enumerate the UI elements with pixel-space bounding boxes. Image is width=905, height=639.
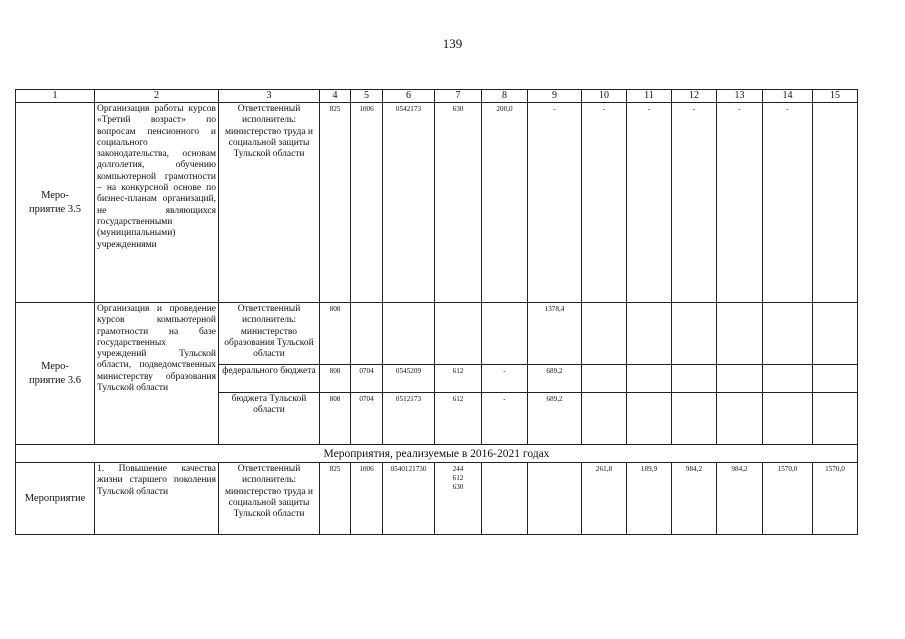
cell-rz-pr: 1006 (351, 103, 383, 303)
section-row (16, 445, 858, 463)
responsible-executor: Ответственный исполнитель: министерство труда и социальной защиты Тульской области (219, 103, 320, 303)
cell-csr: 0512173 (383, 393, 435, 445)
col-header-5: 5 (351, 90, 383, 103)
cell-rz-pr (351, 303, 383, 365)
funding-source: бюджета Тульской области (219, 393, 320, 445)
table-row-measure-3-6 (16, 303, 858, 365)
cell-col-15 (813, 365, 858, 393)
cell-col-9 (528, 463, 582, 535)
cell-col-12 (672, 303, 717, 365)
measure-description: Организация работы курсов «Третий возраст» по вопросам пенсионного и социального законодательства, основам долголетия, обучению компьютерной грамотности – на конкурсной основе по бизнес-планам организаций, не являющихся государственными (муниципальными) учреждениями (95, 103, 219, 303)
cell-grbs: 825 (320, 103, 351, 303)
cell-col-12 (672, 393, 717, 445)
cell-col-9: 689,2 (528, 393, 582, 445)
col-header-9: 9 (528, 90, 582, 103)
cell-col-8: - (482, 393, 528, 445)
cell-vr: 630 (435, 103, 482, 303)
col-header-3: 3 (219, 90, 320, 103)
table-row-measure-1 (16, 463, 858, 535)
cell-csr: 0542173 (383, 103, 435, 303)
table-row-measure-3-5 (16, 103, 858, 303)
measure-label: Мероприятие (16, 463, 95, 535)
cell-rz-pr: 0704 (351, 365, 383, 393)
cell-col-10 (582, 393, 627, 445)
cell-col-14 (763, 303, 813, 365)
col-header-7: 7 (435, 90, 482, 103)
measure-description: 1. Повышение качества жизни старшего поколения Тульской области (95, 463, 219, 535)
cell-col-13 (717, 303, 763, 365)
page-number: 139 (442, 36, 463, 51)
responsible-executor: Ответственный исполнитель: министерство образования Тульской области (219, 303, 320, 365)
cell-col-11 (627, 365, 672, 393)
cell-grbs: 808 (320, 393, 351, 445)
col-header-11: 11 (627, 90, 672, 103)
col-header-6: 6 (383, 90, 435, 103)
cell-csr (383, 303, 435, 365)
cell-col-12 (672, 365, 717, 393)
cell-col-14 (763, 393, 813, 445)
cell-col-10: - (582, 103, 627, 303)
cell-vr: 612 (435, 393, 482, 445)
col-header-13: 13 (717, 90, 763, 103)
cell-col-8 (482, 303, 528, 365)
budget-table (15, 89, 858, 535)
col-header-15: 15 (813, 90, 858, 103)
column-number-row (16, 90, 858, 103)
cell-col-13: - (717, 103, 763, 303)
measure-label: Меро- приятие 3.6 (16, 303, 95, 445)
cell-col-9: 689,2 (528, 365, 582, 393)
cell-col-8 (482, 463, 528, 535)
col-header-4: 4 (320, 90, 351, 103)
cell-col-14: - (763, 103, 813, 303)
cell-grbs: 808 (320, 365, 351, 393)
cell-grbs: 808 (320, 303, 351, 365)
cell-col-9: - (528, 103, 582, 303)
cell-col-13 (717, 365, 763, 393)
cell-rz-pr: 1006 (351, 463, 383, 535)
col-header-2: 2 (95, 90, 219, 103)
cell-csr: 0540121730 (383, 463, 435, 535)
measure-label: Меро- приятие 3.5 (16, 103, 95, 303)
cell-csr: 0545209 (383, 365, 435, 393)
col-header-1: 1 (16, 90, 95, 103)
cell-vr (435, 303, 482, 365)
cell-col-15 (813, 303, 858, 365)
cell-col-14 (763, 365, 813, 393)
col-header-8: 8 (482, 90, 528, 103)
cell-col-11: - (627, 103, 672, 303)
cell-grbs: 825 (320, 463, 351, 535)
cell-rz-pr: 0704 (351, 393, 383, 445)
cell-col-12: 984,2 (672, 463, 717, 535)
col-header-14: 14 (763, 90, 813, 103)
cell-col-11 (627, 303, 672, 365)
cell-col-10: 261,8 (582, 463, 627, 535)
cell-col-10 (582, 303, 627, 365)
funding-source: федерального бюджета (219, 365, 320, 393)
cell-col-13 (717, 393, 763, 445)
cell-col-12: - (672, 103, 717, 303)
cell-col-10 (582, 365, 627, 393)
measure-description: Организация и проведение курсов компьютерной грамотности на базе государственных учреждений Тульской области, подведомственных министерству образования Тульской области (95, 303, 219, 445)
col-header-10: 10 (582, 90, 627, 103)
cell-vr: 612 (435, 365, 482, 393)
cell-col-8: - (482, 365, 528, 393)
cell-col-8: 200,0 (482, 103, 528, 303)
cell-col-15 (813, 103, 858, 303)
cell-col-11: 189,9 (627, 463, 672, 535)
cell-col-11 (627, 393, 672, 445)
cell-col-15: 1570,0 (813, 463, 858, 535)
cell-vr: 244 612 630 (435, 463, 482, 535)
cell-col-13: 984,2 (717, 463, 763, 535)
cell-col-9: 1378,4 (528, 303, 582, 365)
responsible-executor: Ответственный исполнитель: министерство труда и социальной защиты Тульской области (219, 463, 320, 535)
section-title: Мероприятия, реализуемые в 2016-2021 годах (16, 445, 858, 463)
cell-col-15 (813, 393, 858, 445)
col-header-12: 12 (672, 90, 717, 103)
cell-col-14: 1570,0 (763, 463, 813, 535)
